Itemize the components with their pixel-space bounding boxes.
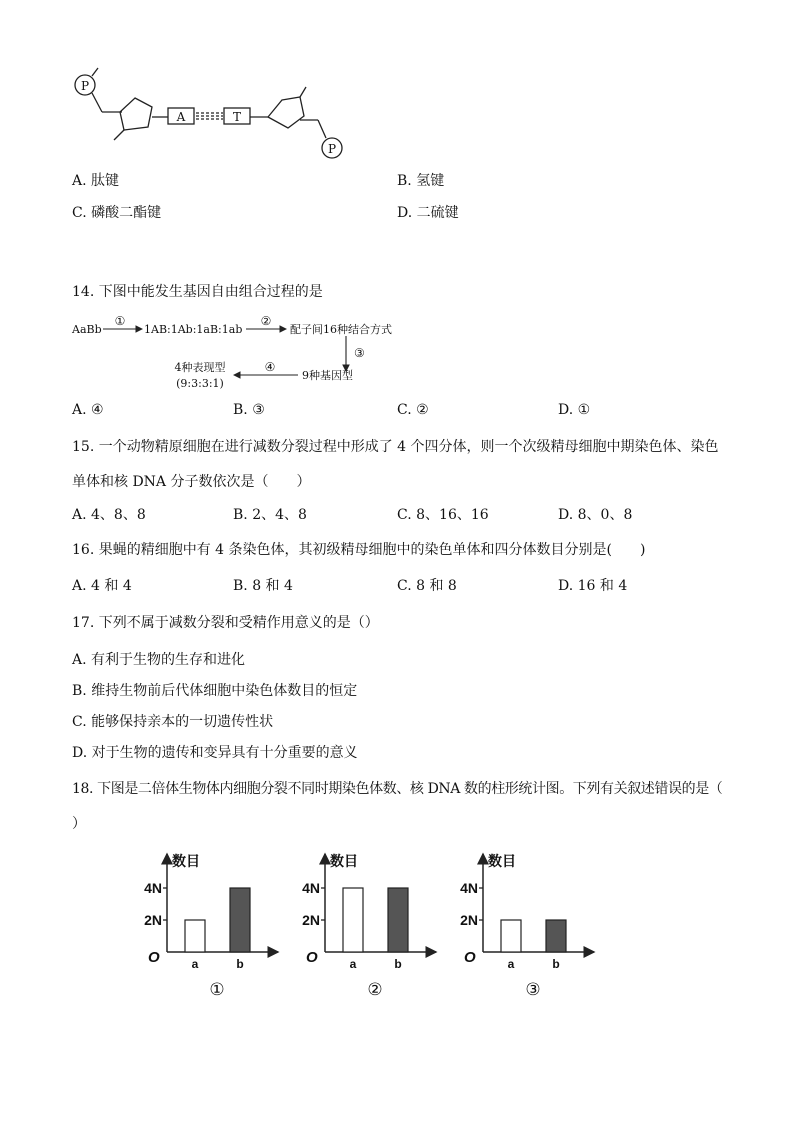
q17-stem: 17. 下列不属于减数分裂和受精作用意义的是（） xyxy=(72,615,379,631)
flow-start: AaBb xyxy=(72,323,102,336)
chart-title: ② xyxy=(367,980,383,1000)
q16-option-a[interactable]: A. 4 和 4 xyxy=(72,578,132,594)
q16-option-b[interactable]: B. 8 和 4 xyxy=(233,578,293,594)
base-a-label: A xyxy=(176,110,186,124)
q14-flow-diagram xyxy=(70,313,410,395)
x-tick-label: b xyxy=(394,957,402,971)
chart-title: ① xyxy=(209,980,225,1000)
chart-1 xyxy=(144,853,278,1000)
q16-stem: 16. 果蝇的精细胞中有 4 条染色体，其初级精母细胞中的染色单体和四分体数目分别是( ) xyxy=(72,542,646,558)
flow-combos: 配子间16种结合方式 xyxy=(290,323,392,336)
q15-option-a[interactable]: A. 4、8、8 xyxy=(72,507,146,523)
dna-base-pair-figure xyxy=(60,60,360,165)
chart-3 xyxy=(460,853,594,1000)
x-tick-label: b xyxy=(236,957,244,971)
y-tick-label: 4N xyxy=(302,880,320,896)
q15-option-b[interactable]: B. 2、4、8 xyxy=(233,507,307,523)
q17-option-a[interactable]: A. 有利于生物的生存和进化 xyxy=(72,652,246,668)
bar-b xyxy=(230,888,250,952)
x-tick-label: a xyxy=(191,957,199,971)
sugar-left xyxy=(120,98,152,130)
q14-option-a[interactable]: A. ④ xyxy=(72,402,104,418)
bar-b xyxy=(546,920,566,952)
q15-stem-line2: 单体和核 DNA 分子数依次是（ ） xyxy=(72,474,311,490)
bar-b xyxy=(388,888,408,952)
flow-phenotypes: 4种表现型 xyxy=(174,361,226,374)
y-axis-label: 数目 xyxy=(172,853,200,869)
flow-gametes: 1AB:1Ab:1aB:1ab xyxy=(144,323,243,336)
q13-option-d[interactable]: D. 二硫键 xyxy=(397,205,459,221)
bar-a xyxy=(343,888,363,952)
q18-charts xyxy=(140,848,610,1008)
y-tick-label: 4N xyxy=(460,880,478,896)
y-axis-label: 数目 xyxy=(330,853,358,869)
q15-option-d[interactable]: D. 8、0、8 xyxy=(558,507,633,523)
chart-title: ③ xyxy=(525,980,541,1000)
q15-stem-line1: 15. 一个动物精原细胞在进行减数分裂过程中形成了 4 个四分体，则一个次级精母细胞中期染色体、染色 xyxy=(72,439,719,455)
q17-option-c[interactable]: C. 能够保持亲本的一切遗传性状 xyxy=(72,714,274,730)
x-tick-label: b xyxy=(552,957,560,971)
y-tick-label: 2N xyxy=(302,912,320,928)
q13-option-b[interactable]: B. 氢键 xyxy=(397,173,445,189)
q15-option-c[interactable]: C. 8、16、16 xyxy=(397,507,489,523)
flow-step-3: ③ xyxy=(354,346,365,360)
q16-option-c[interactable]: C. 8 和 8 xyxy=(397,578,457,594)
y-axis-label: 数目 xyxy=(488,853,516,869)
x-tick-label: a xyxy=(349,957,357,971)
chart-2 xyxy=(302,853,436,1000)
q17-option-d[interactable]: D. 对于生物的遗传和变异具有十分重要的意义 xyxy=(72,745,358,761)
bar-a xyxy=(185,920,205,952)
x-tick-label: a xyxy=(507,957,515,971)
y-tick-label: 4N xyxy=(144,880,162,896)
flow-step-4: ④ xyxy=(264,360,276,374)
phosphate-left-label: P xyxy=(80,79,90,93)
base-t-label: T xyxy=(232,110,242,124)
y-tick-label: 2N xyxy=(460,912,478,928)
origin-label: O xyxy=(464,949,476,966)
bar-a xyxy=(501,920,521,952)
y-tick-label: 2N xyxy=(144,912,162,928)
q17-option-b[interactable]: B. 维持生物前后代体细胞中染色体数目的恒定 xyxy=(72,683,358,699)
q14-option-b[interactable]: B. ③ xyxy=(233,402,265,418)
sugar-right xyxy=(268,97,304,128)
origin-label: O xyxy=(306,949,318,966)
q14-option-c[interactable]: C. ② xyxy=(397,402,429,418)
q16-option-d[interactable]: D. 16 和 4 xyxy=(558,578,628,594)
phosphate-right-label: P xyxy=(327,142,337,156)
q14-stem: 14. 下图中能发生基因自由组合过程的是 xyxy=(72,284,323,300)
q13-option-c[interactable]: C. 磷酸二酯键 xyxy=(72,205,162,221)
flow-step-1: ① xyxy=(114,314,126,328)
flow-step-2: ② xyxy=(260,314,272,328)
q18-stem-line1: 18. 下图是二倍体生物体内细胞分裂不同时期染色体数、核 DNA 数的柱形统计图。下列有关叙述错误的是（ xyxy=(72,781,723,797)
flow-genotypes: 9种基因型 xyxy=(302,369,353,382)
q13-option-a[interactable]: A. 肽键 xyxy=(72,173,120,189)
origin-label: O xyxy=(148,949,160,966)
q18-stem-line2: ） xyxy=(72,816,86,832)
flow-ratio: (9:3:3:1) xyxy=(176,377,224,390)
q14-option-d[interactable]: D. ① xyxy=(558,402,591,418)
